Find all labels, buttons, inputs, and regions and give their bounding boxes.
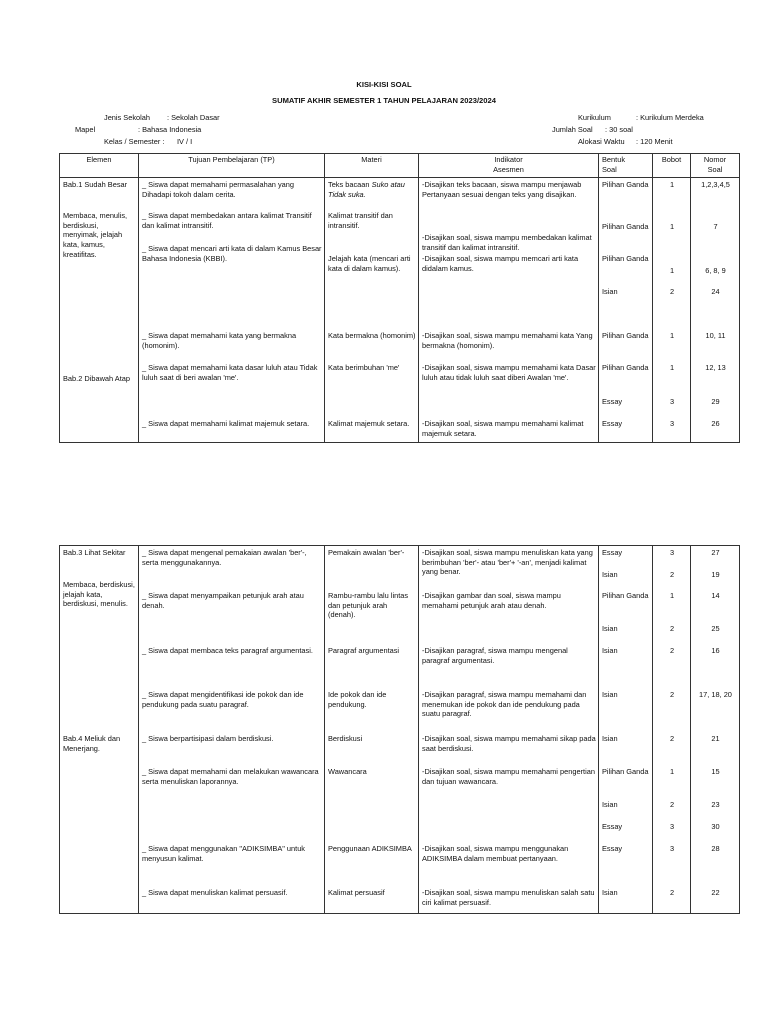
tp-item: _ Siswa dapat memahami kata dasar luluh atau Tidak luluh saat di beri awalan 'me'.	[142, 363, 318, 382]
kurikulum-label: Kurikulum	[578, 113, 611, 122]
indikator-item: -Disajikan gambar dan soal, siswa mampu memahami petunjuk arah atau denah.	[422, 591, 561, 610]
bobot-item: 1	[669, 266, 675, 275]
tp-item: _ Siswa dapat membedakan antara kalimat Transitif dan kalimat intransitif.	[142, 211, 312, 230]
tp-item: _ Siswa dapat menyampaikan petunjuk arah atau denah.	[142, 591, 304, 610]
kurikulum-value: : Kurikulum Merdeka	[636, 113, 704, 122]
indikator-cell	[419, 178, 599, 443]
elemen-cell	[60, 546, 139, 914]
nomor-item: 25	[711, 624, 720, 633]
materi-item: Pemakain awalan 'ber'-	[328, 548, 405, 557]
materi-item: Wawancara	[328, 767, 367, 776]
nomor-item: 7	[713, 222, 718, 231]
tp-item: _ Siswa dapat memahami dan melakukan wawancara serta menuliskan laporannya.	[142, 767, 319, 786]
col-bobot: Bobot	[653, 154, 691, 178]
col-bentuk-soal	[599, 154, 653, 178]
materi-item-italic: Suko atau Tidak suka.	[328, 180, 405, 199]
nomor-soal-cell	[691, 178, 740, 443]
bentuk-soal-cell	[599, 178, 653, 443]
bobot-item: 3	[669, 548, 675, 557]
bobot-item: 1	[669, 331, 675, 340]
materi-item-text: Teks bacaan	[328, 180, 372, 189]
document-subtitle: SUMATIF AKHIR SEMESTER 1 TAHUN PELAJARAN 2023/2024	[272, 96, 496, 105]
materi-item: Paragraf argumentasi	[328, 646, 400, 655]
tp-item: _ Siswa berpartisipasi dalam berdiskusi.	[142, 734, 274, 743]
bentuk-item: Isian	[602, 734, 618, 743]
bab-2-title: Bab.2 Dibawah Atap	[63, 374, 130, 383]
nomor-item: 16	[711, 646, 720, 655]
materi-item: Berdiskusi	[328, 734, 363, 743]
indikator-item: -Disajikan soal, siswa mampu memahami kalimat majemuk setara.	[422, 419, 584, 438]
bentuk-item: Isian	[602, 646, 618, 655]
tujuan-cell	[139, 178, 325, 443]
tp-item: _ Siswa dapat mengidentifikasi ide pokok dan ide pendukung pada suatu paragraf.	[142, 690, 304, 709]
bentuk-soal-cell	[599, 546, 653, 914]
bab-1-description: Membaca, menulis, berdiskusi, menyimak, jelajah kata, kamus, kreatifitas.	[63, 211, 128, 259]
nomor-item: 27	[711, 548, 720, 557]
bentuk-item: Pilihan Ganda	[602, 591, 649, 600]
jumlah-value: : 30 soal	[605, 125, 633, 134]
table-row	[60, 546, 740, 914]
bab-3-description: Membaca, berdiskusi, jelajah kata, berdiskusi, menulis.	[63, 580, 135, 609]
materi-item: Ide pokok dan ide pendukung.	[328, 690, 387, 709]
tp-item: _ Siswa dapat memahami kalimat majemuk setara.	[142, 419, 310, 428]
nomor-item: 12, 13	[705, 363, 726, 372]
col-indikator-line1: Indikator	[494, 155, 523, 164]
mapel-value: : Bahasa Indonesia	[138, 125, 202, 134]
tp-item: _ Siswa dapat mengenal pemakaian awalan 'ber'-, serta menggunakannya.	[142, 548, 307, 567]
kisi-kisi-table-1	[59, 153, 740, 443]
bobot-item: 1	[669, 767, 675, 776]
bobot-item: 2	[669, 287, 675, 296]
bentuk-item: Pilihan Ganda	[602, 767, 649, 776]
bobot-item: 3	[669, 822, 675, 831]
nomor-item: 26	[711, 419, 720, 428]
col-materi: Materi	[325, 154, 419, 178]
bentuk-item: Pilihan Ganda	[602, 331, 649, 340]
bobot-item: 2	[669, 888, 675, 897]
bobot-item: 2	[669, 734, 675, 743]
materi-item: Kata bermakna (homonim)	[328, 331, 416, 340]
document-title: KISI-KISI SOAL	[356, 80, 412, 89]
indikator-item: -Disajikan paragraf, siswa mampu memahami dan menemukan ide pokok dan ide pendukung pada suatu paragraf.	[422, 690, 587, 719]
col-nomor-soal	[691, 154, 740, 178]
tp-item: _ Siswa dapat membaca teks paragraf argumentasi.	[142, 646, 313, 655]
bobot-cell	[653, 546, 691, 914]
kelas-value: IV / I	[177, 137, 193, 146]
nomor-item: 15	[711, 767, 720, 776]
indikator-item: -Disajikan soal, siswa mampu memahami pengertian dan tujuan wawancara.	[422, 767, 595, 786]
info-alokasi-waktu	[578, 137, 673, 147]
materi-item: Rambu-rambu lalu lintas dan petunjuk arah (denah).	[328, 591, 409, 620]
nomor-item: 14	[711, 591, 720, 600]
alokasi-value: : 120 Menit	[636, 137, 673, 146]
materi-item: Kalimat majemuk setara.	[328, 419, 410, 428]
bab-3-title: Bab.3 Lihat Sekitar	[63, 548, 126, 557]
bentuk-item: Isian	[602, 800, 618, 809]
jenis-label: Jenis Sekolah	[104, 113, 151, 122]
bobot-item: 2	[669, 570, 675, 579]
bobot-item: 3	[669, 397, 675, 406]
bentuk-item: Pilihan Ganda	[602, 180, 649, 189]
bobot-item: 1	[669, 363, 675, 372]
indikator-item: -Disajikan soal, siswa mampu memahami sikap pada saat berdiskusi.	[422, 734, 596, 753]
bentuk-item: Isian	[602, 287, 618, 296]
bobot-item: 3	[669, 844, 675, 853]
bobot-item: 1	[669, 591, 675, 600]
materi-item: Kalimat persuasif	[328, 888, 385, 897]
nomor-item: 10, 11	[705, 331, 726, 340]
nomor-item: 29	[711, 397, 720, 406]
nomor-item: 1,2,3,4,5	[701, 180, 730, 189]
bobot-cell	[653, 178, 691, 443]
info-jumlah-soal	[552, 125, 633, 135]
bobot-item: 2	[669, 646, 675, 655]
alokasi-label: Alokasi Waktu	[578, 137, 625, 146]
bentuk-item: Pilihan Ganda	[602, 254, 649, 263]
bentuk-item: Isian	[602, 888, 618, 897]
indikator-item: -Disajikan soal, siswa mampu memahami kata Yang bermakna (homonim).	[422, 331, 593, 350]
materi-cell	[325, 546, 419, 914]
bobot-item: 2	[669, 624, 675, 633]
nomor-item: 17, 18, 20	[699, 690, 732, 699]
info-mapel	[75, 125, 201, 135]
bentuk-item: Essay	[602, 844, 623, 853]
indikator-item: -Disajikan soal, siswa mampu menuliskan salah satu ciri kalimat persuasif.	[422, 888, 595, 907]
materi-cell	[325, 178, 419, 443]
info-kurikulum	[578, 113, 704, 123]
bobot-item: 2	[669, 800, 675, 809]
materi-item: Kalimat transitif dan intransitif.	[328, 211, 393, 230]
elemen-cell	[60, 178, 139, 443]
bentuk-item: Essay	[602, 822, 623, 831]
col-elemen: Elemen	[60, 154, 139, 178]
jumlah-label: Jumlah Soal	[552, 125, 593, 134]
materi-item: Kata berimbuhan 'me'	[328, 363, 400, 372]
kisi-kisi-table-2	[59, 545, 740, 914]
indikator-item: -Disajikan soal, siswa mampu memcari arti kata didalam kamus.	[422, 254, 579, 273]
bobot-item: 1	[669, 222, 675, 231]
col-tujuan-pembelajaran: Tujuan Pembelajaran (TP)	[139, 154, 325, 178]
bentuk-item: Pilihan Ganda	[602, 222, 649, 231]
bobot-item: 1	[669, 180, 675, 189]
tp-item: _ Siswa dapat menggunakan "ADIKSIMBA" untuk menyusun kalimat.	[142, 844, 306, 863]
col-nomor-line2: Soal	[707, 164, 723, 174]
info-kelas	[104, 137, 192, 147]
nomor-item: 28	[711, 844, 720, 853]
bentuk-item: Essay	[602, 397, 623, 406]
nomor-item: 23	[711, 800, 720, 809]
mapel-label: Mapel	[75, 125, 96, 134]
indikator-cell	[419, 546, 599, 914]
indikator-item: -Disajikan teks bacaan, siswa mampu menjawab Pertanyaan sesuai dengan teks yang disajikan.	[422, 180, 582, 199]
jenis-value: : Sekolah Dasar	[167, 113, 220, 122]
materi-item: Jelajah kata (mencari arti kata di dalam kamus).	[328, 254, 411, 273]
indikator-item: -Disajikan soal, siswa mampu menggunakan ADIKSIMBA dalam membuat pertanyaan.	[422, 844, 569, 863]
tp-item: _ Siswa dapat memahami permasalahan yang Dihadapi tokoh dalam cerita.	[142, 180, 295, 199]
table-header-row	[60, 154, 740, 178]
info-jenis-sekolah	[104, 113, 220, 123]
kelas-label: Kelas / Semester :	[104, 137, 165, 146]
indikator-item: -Disajikan paragraf, siswa mampu mengenal paragraf argumentasi.	[422, 646, 568, 665]
bentuk-item: Isian	[602, 690, 618, 699]
col-bentuk-line2: Soal	[602, 164, 617, 174]
bentuk-item: Essay	[602, 419, 623, 428]
bobot-item: 3	[669, 419, 675, 428]
materi-item	[328, 180, 416, 199]
nomor-item: 21	[711, 734, 720, 743]
table-row	[60, 178, 740, 443]
bab-4-title: Bab.4 Meliuk dan Menerjang.	[63, 734, 121, 753]
bab-1-title: Bab.1 Sudah Besar	[63, 180, 128, 189]
bentuk-item: Isian	[602, 570, 618, 579]
tujuan-cell	[139, 546, 325, 914]
indikator-item: -Disajikan soal, siswa mampu memahami kata Dasar luluh atau tidak luluh saat diberi Awalan 'me'.	[422, 363, 596, 382]
nomor-item: 19	[711, 570, 720, 579]
bentuk-item: Isian	[602, 624, 618, 633]
bobot-item: 2	[669, 690, 675, 699]
nomor-item: 30	[711, 822, 720, 831]
nomor-item: 24	[711, 287, 720, 296]
col-nomor-line1: Nomor	[703, 155, 727, 164]
bentuk-item: Essay	[602, 548, 623, 557]
tp-item: _ Siswa dapat mencari arti kata di dalam Kamus Besar Bahasa Indonesia (KBBI).	[142, 244, 322, 263]
indikator-item: -Disajikan soal, siswa mampu menuliskan kata yang berimbuhan 'ber'- atau 'ber'+ '-an', menjadi kalimat yang benar.	[422, 548, 593, 577]
col-indikator	[419, 154, 599, 178]
materi-item: Penggunaan ADIKSIMBA	[328, 844, 412, 853]
tp-item: _ Siswa dapat menuliskan kalimat persuasif.	[142, 888, 288, 897]
col-bentuk-line1: Bentuk	[602, 155, 626, 164]
nomor-soal-cell	[691, 546, 740, 914]
indikator-item: -Disajikan soal, siswa mampu membedakan kalimat transitif dan kalimat intransitif.	[422, 233, 592, 252]
nomor-item: 6, 8, 9	[705, 266, 726, 275]
col-indikator-line2: Asesmen	[493, 164, 524, 174]
nomor-item: 22	[711, 888, 720, 897]
tp-item: _ Siswa dapat memahami kata yang bermakna (homonim).	[142, 331, 297, 350]
bentuk-item: Pilihan Ganda	[602, 363, 649, 372]
